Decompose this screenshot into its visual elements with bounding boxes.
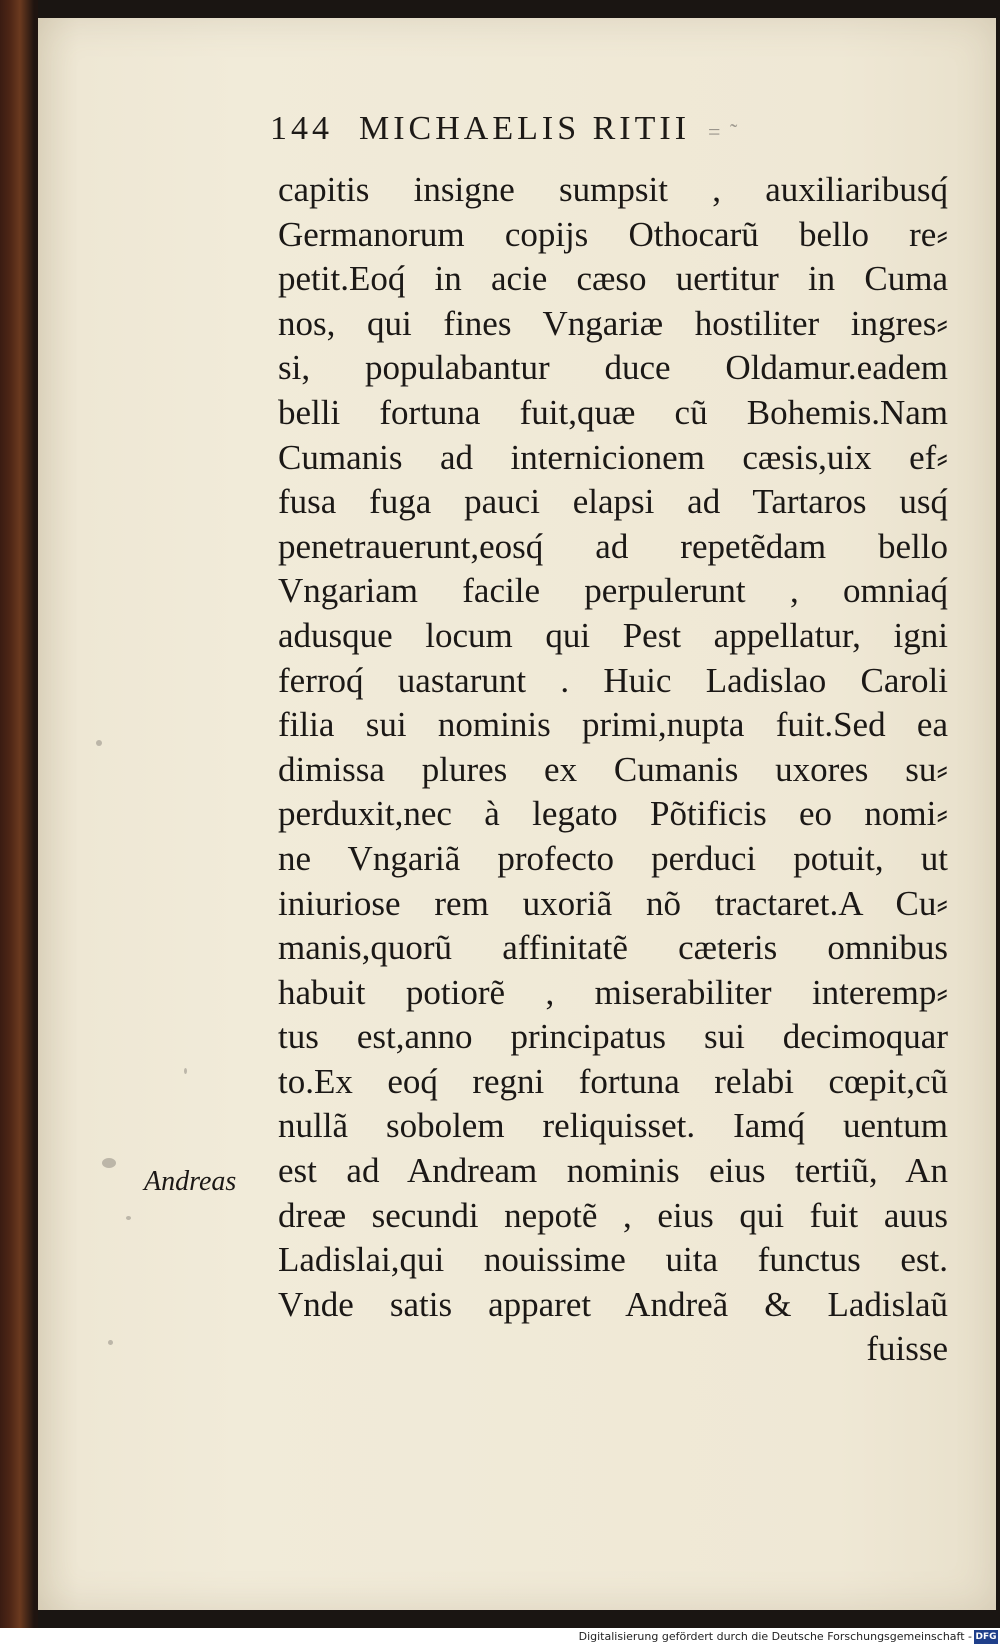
paper-speck	[96, 740, 102, 746]
paper-speck	[108, 1340, 113, 1345]
text-line: perduxit,nec à legato Põtificis eo nomi⸗	[278, 794, 948, 834]
text-line: est ad Andream nominis eius tertiũ, An	[278, 1151, 948, 1191]
text-line: manis,quorũ affinitatẽ cæteris omnibus	[278, 928, 948, 968]
text-line: belli fortuna fuit,quæ cũ Bohemis.Nam	[278, 392, 948, 432]
paper-speck	[102, 1158, 116, 1168]
paper-speck	[184, 1068, 187, 1074]
text-line: habuit potiorẽ , miserabiliter interemp⸗	[278, 972, 948, 1012]
page-number: 144	[270, 110, 333, 147]
text-line: filia sui nominis primi,nupta fuit.Sed ea	[278, 705, 948, 745]
text-line: Vnde satis apparet Andreã & Ladislaũ	[278, 1284, 948, 1324]
text-line: nos, qui fines Vngariæ hostiliter ingres⸗	[278, 303, 948, 343]
text-line: ferroq́ uastarunt . Huic Ladislao Caroli	[278, 660, 948, 700]
text-line: fusa fuga pauci elapsi ad Tartaros usq́	[278, 482, 948, 522]
body-text	[278, 168, 948, 1372]
text-line: petit.Eoq́ in acie cæso uertitur in Cuma	[278, 259, 948, 299]
text-line: dreæ secundi nepotẽ , eius qui fuit auus	[278, 1195, 948, 1235]
funding-credit: Digitalisierung gefördert durch die Deutsche Forschungsgemeinschaft -	[578, 1630, 972, 1643]
text-line: Germanorum copĳs Othocarũ bello re⸗	[278, 214, 948, 254]
text-line: nullã sobolem reliquisset. Iamq́ uentum	[278, 1106, 948, 1146]
footer-bar	[0, 1628, 1000, 1647]
text-line: penetrauerunt,eosq́ ad repetẽdam bello	[278, 526, 948, 566]
text-line: fuisse	[866, 1329, 948, 1369]
text-line: si, populabantur duce Oldamur.eadem	[278, 348, 948, 388]
text-line: ne Vngariã profecto perduci potuit, ut	[278, 838, 948, 878]
text-line: to.Ex eoq́ regni fortuna relabi cœpit,cũ	[278, 1061, 948, 1101]
margin-note: Andreas	[144, 1166, 237, 1197]
text-line: dimissa plures ex Cumanis uxores su⸗	[278, 749, 948, 789]
running-head-mark: = ˜	[708, 119, 740, 144]
text-line: capitis insigne sumpsit , auxiliaribusq́	[278, 170, 948, 209]
text-line: Vngariam facile perpulerunt , omniaq́	[278, 571, 948, 611]
text-line: adusque locum qui Pest appellatur, igni	[278, 615, 948, 655]
running-head	[270, 110, 930, 156]
text-line: tus est,anno principatus sui decimoquar	[278, 1017, 948, 1057]
running-head-title: MICHAELIS RITII	[359, 110, 691, 147]
text-line: Ladislai,qui nouissime uita functus est.	[278, 1240, 948, 1280]
text-line: iniuriose rem uxoriã nõ tractaret.A Cu⸗	[278, 883, 948, 923]
dfg-logo-icon: DFG	[975, 1632, 997, 1642]
book-page	[38, 18, 996, 1610]
text-line: Cumanis ad internicionem cæsis,uix ef⸗	[278, 437, 948, 477]
paper-speck	[126, 1216, 131, 1220]
